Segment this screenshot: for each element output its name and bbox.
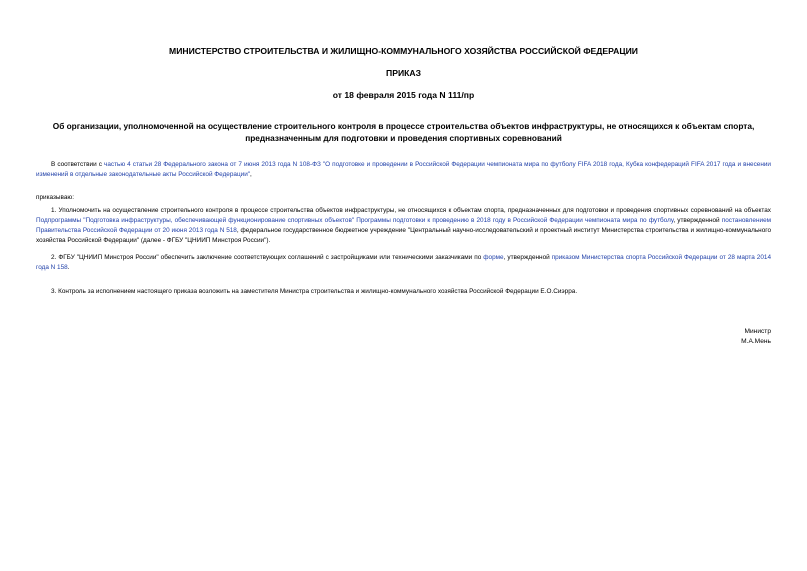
order-word: приказываю: bbox=[36, 194, 74, 201]
item-2-text-3: . bbox=[67, 264, 70, 271]
item-2-paragraph bbox=[36, 253, 771, 273]
item-1-text: 1. Уполномочить на осуществление строительного контроля в процессе строительства объектов инфраструктуры, не относящихся к объектам спорта, предназначенных для подготовки и проведения спортивных соревнований на объектах bbox=[51, 207, 771, 214]
ministry-heading: МИНИСТЕРСТВО СТРОИТЕЛЬСТВА И ЖИЛИЩНО-КОММУНАЛЬНОГО ХОЗЯЙСТВА РОССИЙСКОЙ ФЕДЕРАЦИИ bbox=[169, 46, 638, 56]
government-decree-link[interactable]: постановлением Правительства Российской Федерации от 20 июня 2013 года N 518 bbox=[36, 217, 772, 234]
preamble-tail: , bbox=[250, 171, 252, 178]
item-3-paragraph: 3. Контроль за исполнением настоящего приказа возложить на заместителя Министра строительства и жилищно-коммунального хозяйства Российской Федерации Е.О.Сиэрра. bbox=[51, 288, 578, 295]
sport-ministry-order-link[interactable]: приказом Министерства спорта Российской Федерации от 28 марта 2014 года N 158 bbox=[36, 254, 771, 271]
preamble-paragraph bbox=[36, 160, 771, 180]
document-date-number: от 18 февраля 2015 года N 111/пр bbox=[332, 90, 475, 100]
preamble-text: В соответствии с bbox=[51, 161, 104, 168]
document-type: ПРИКАЗ bbox=[386, 68, 421, 78]
signature-position: Министр bbox=[744, 328, 771, 335]
signature-name: М.А.Мень bbox=[741, 338, 771, 345]
form-link[interactable]: форме bbox=[483, 254, 504, 261]
item-2-text-2: , утвержденной bbox=[503, 254, 552, 261]
item-1-text-2: , утвержденной bbox=[673, 217, 722, 224]
document-title: Об организации, уполномоченной на осуществление строительного контроля в процессе строительства объектов инфраструктуры, не относящихся к объектам спорта, предназначенным для подготовки и проведения спортивных соревнований bbox=[52, 121, 755, 143]
item-1-text-3: , федеральное государственное бюджетное учреждение "Центральный научно-исследовательский и проектный институт Министерства строительства и жилищно-коммунального хозяйства Российской Федерации" (далее - ФГБУ "ЦНИИП Минстроя России"). bbox=[36, 227, 771, 244]
subprogram-link[interactable]: Подпрограммы "Подготовка инфраструктуры, обеспечивающей функционирование спортивных объектов" Программы подготовки к проведению в 2018 году в Российской Федерации чемпионата мира по футболу bbox=[36, 217, 674, 224]
item-2-text: 2. ФГБУ "ЦНИИП Минстроя России" обеспечить заключение соответствующих соглашений с застройщиками или техническими заказчиками по bbox=[51, 254, 484, 261]
item-1-paragraph bbox=[36, 206, 771, 246]
federal-law-link[interactable]: частью 4 статьи 28 Федерального закона от 7 июня 2013 года N 108-ФЗ "О подготовке и проведении в Российской Федерации чемпионата мира по футболу FIFA 2018 года, Кубка конфедераций FIFA 2017 года и внесении изменений в отдельные законодательные акты Российской Федерации" bbox=[36, 161, 771, 178]
